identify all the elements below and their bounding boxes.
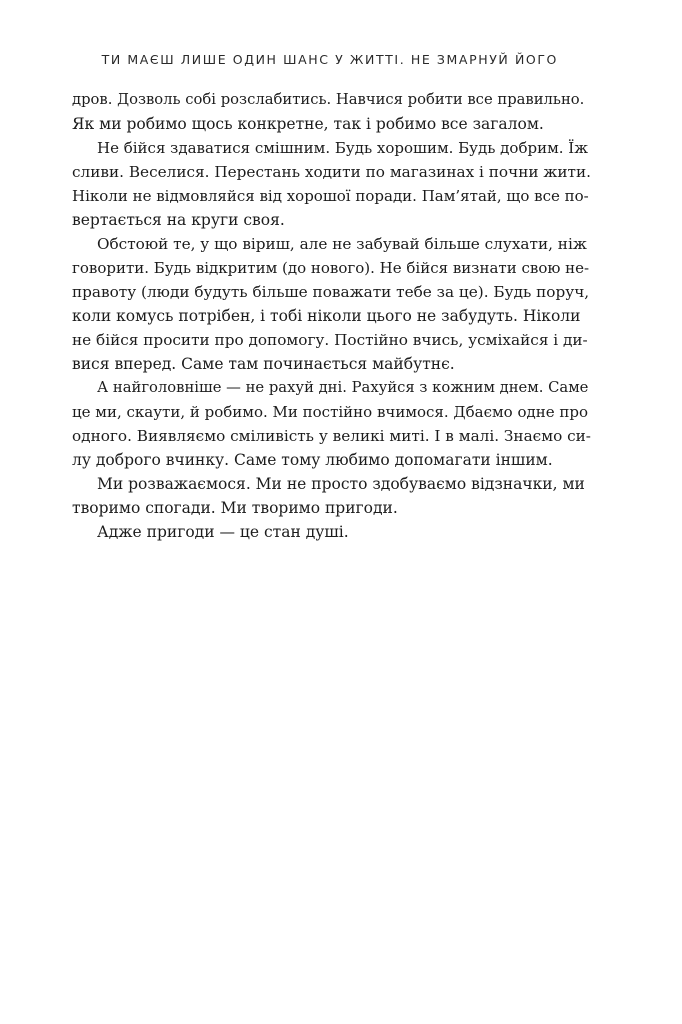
text-line: вертається на круги своя. — [72, 211, 285, 229]
paragraph-first-line: Обстоюй те, у що віриш, але не забувай більше слухати, ніж — [97, 235, 587, 253]
text-line: це ми, скаути, й робимо. Ми постійно вчимося. Дбаємо одне про — [72, 403, 589, 421]
paragraph-first-line: А найголовніше — не рахуй дні. Рахуйся з кожним днем. Саме — [97, 379, 589, 396]
text-line: вися вперед. Саме там починається майбутнє. — [72, 355, 455, 373]
text-line: коли комусь потрібен, і тобі ніколи цього не забудуть. Ніколи — [72, 307, 581, 325]
text-line: Як ми робимо щось конкретне, так і робимо все загалом. — [72, 115, 544, 133]
text-line: говорити. Будь відкритим (до нового). Не бійся визнати свою не- — [72, 259, 590, 277]
text-line: правоту (люди будуть більше поважати тебе за це). Будь поруч, — [72, 283, 590, 301]
text-line: дров. Дозволь собі розслабитись. Навчися робити все правильно. — [72, 91, 585, 108]
running-head: ТИ МАЄШ ЛИШЕ ОДИН ШАНС У ЖИТТІ. НЕ ЗМАРНУЙ ЙОГО — [101, 52, 558, 67]
text-line: не бійся просити про допомогу. Постійно вчись, усміхайся і ди- — [72, 331, 588, 349]
text-line: одного. Виявляємо сміливість у великі миті. І в малі. Знаємо си- — [72, 427, 591, 445]
paragraph-first-line: Ми розважаємося. Ми не просто здобуваємо відзначки, ми — [97, 475, 585, 493]
body-text — [72, 88, 592, 544]
paragraph-first-line: Адже пригоди — це стан душі. — [97, 523, 349, 541]
text-line: лу доброго вчинку. Саме тому любимо допомагати іншим. — [72, 451, 553, 469]
paragraph-first-line: Не бійся здаватися смішним. Будь хорошим. Будь добрим. Їж — [97, 139, 589, 157]
text-line: творимо спогади. Ми творимо пригоди. — [72, 499, 398, 517]
text-line: Ніколи не відмовляйся від хорошої поради. Пам’ятай, що все по- — [72, 187, 589, 205]
text-line: сливи. Веселися. Перестань ходити по магазинах і почни жити. — [72, 163, 592, 181]
